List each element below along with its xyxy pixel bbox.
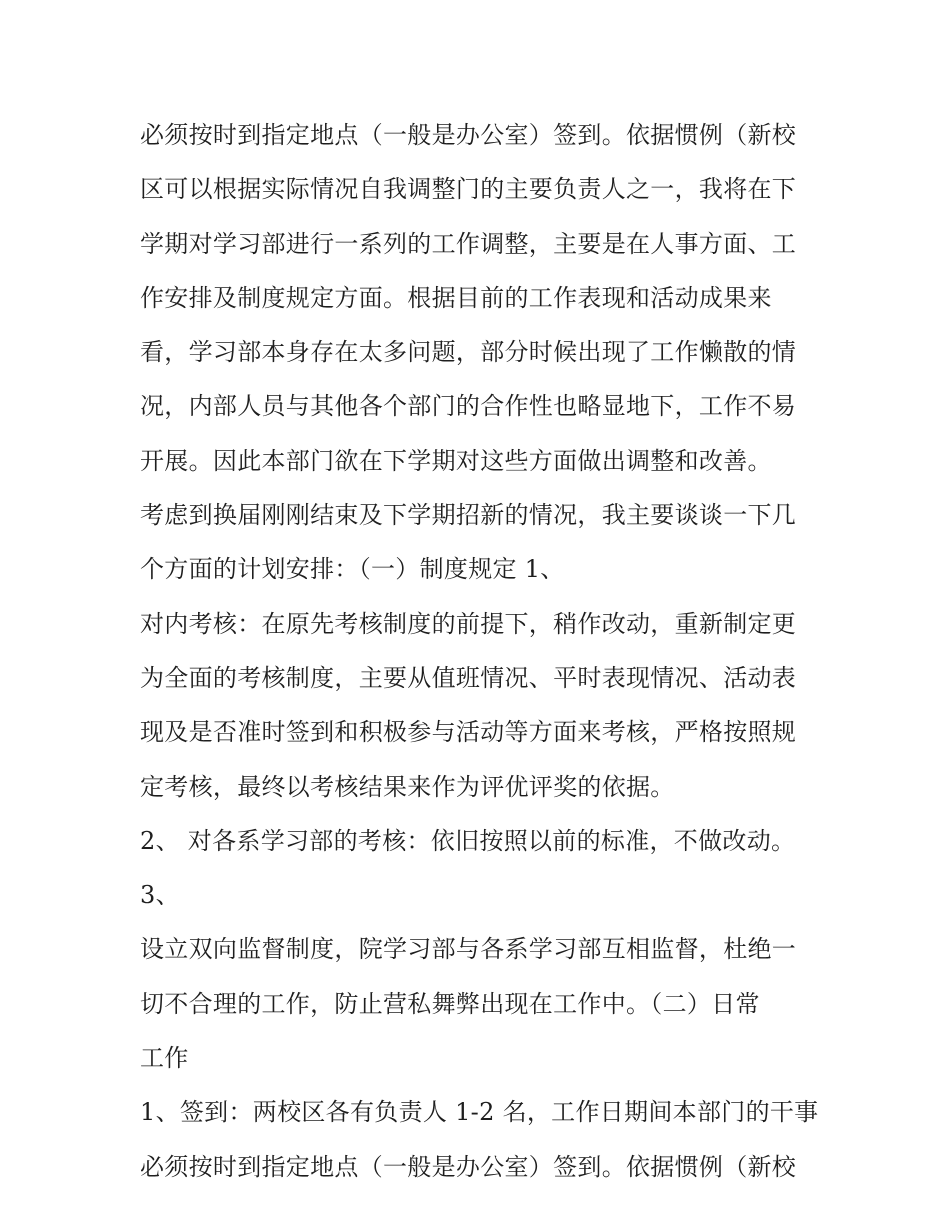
text-line: 区可以根据实际情况自我调整门的主要负责人之一，我将在下: [140, 175, 797, 204]
text-line: 3、: [140, 881, 180, 910]
document-body: [140, 108, 820, 1194]
text-line: 学期对学习部进行一系列的工作调整，主要是在人事方面、工: [140, 229, 797, 258]
text-line: 现及是否准时签到和积极参与活动等方面来考核，严格按照规: [140, 718, 797, 747]
text-line: 定考核，最终以考核结果来作为评优评奖的依据。: [140, 772, 675, 801]
text-line: 必须按时到指定地点（一般是办公室）签到。依据惯例（新校: [140, 121, 797, 149]
text-line: 作安排及制度规定方面。根据目前的工作表现和活动成果来: [140, 283, 772, 312]
text-line: 看，学习部本身存在太多问题，部分时候出现了工作懒散的情: [140, 338, 797, 367]
text-line: 开展。因此本部门欲在下学期对这些方面做出调整和改善。: [140, 446, 772, 475]
text-line: 1、签到：两校区各有负责人 1-2 名，工作日期间本部门的干事: [140, 1098, 819, 1127]
text-line: 2、 对各系学习部的考核：依旧按照以前的标准，不做改动。: [140, 826, 796, 855]
text-line: 切不合理的工作，防止营私舞弊出现在工作中。（二）日常: [140, 989, 760, 1018]
text-line: 必须按时到指定地点（一般是办公室）签到。依据惯例（新校: [140, 1152, 797, 1181]
text-line: 况，内部人员与其他各个部门的合作性也略显地下，工作不易: [140, 392, 797, 421]
text-line: 为全面的考核制度，主要从值班情况、平时表现情况、活动表: [140, 663, 797, 692]
text-line: 对内考核：在原先考核制度的前提下，稍作改动，重新制定更: [140, 609, 797, 638]
text-line: 个方面的计划安排：（一）制度规定 1、: [140, 555, 565, 584]
text-line: 考虑到换届刚刚结束及下学期招新的情况，我主要谈谈一下几: [140, 501, 797, 530]
text-line: 设立双向监督制度，院学习部与各系学习部互相监督，杜绝一: [140, 935, 797, 964]
text-line: 工作: [140, 1044, 189, 1073]
